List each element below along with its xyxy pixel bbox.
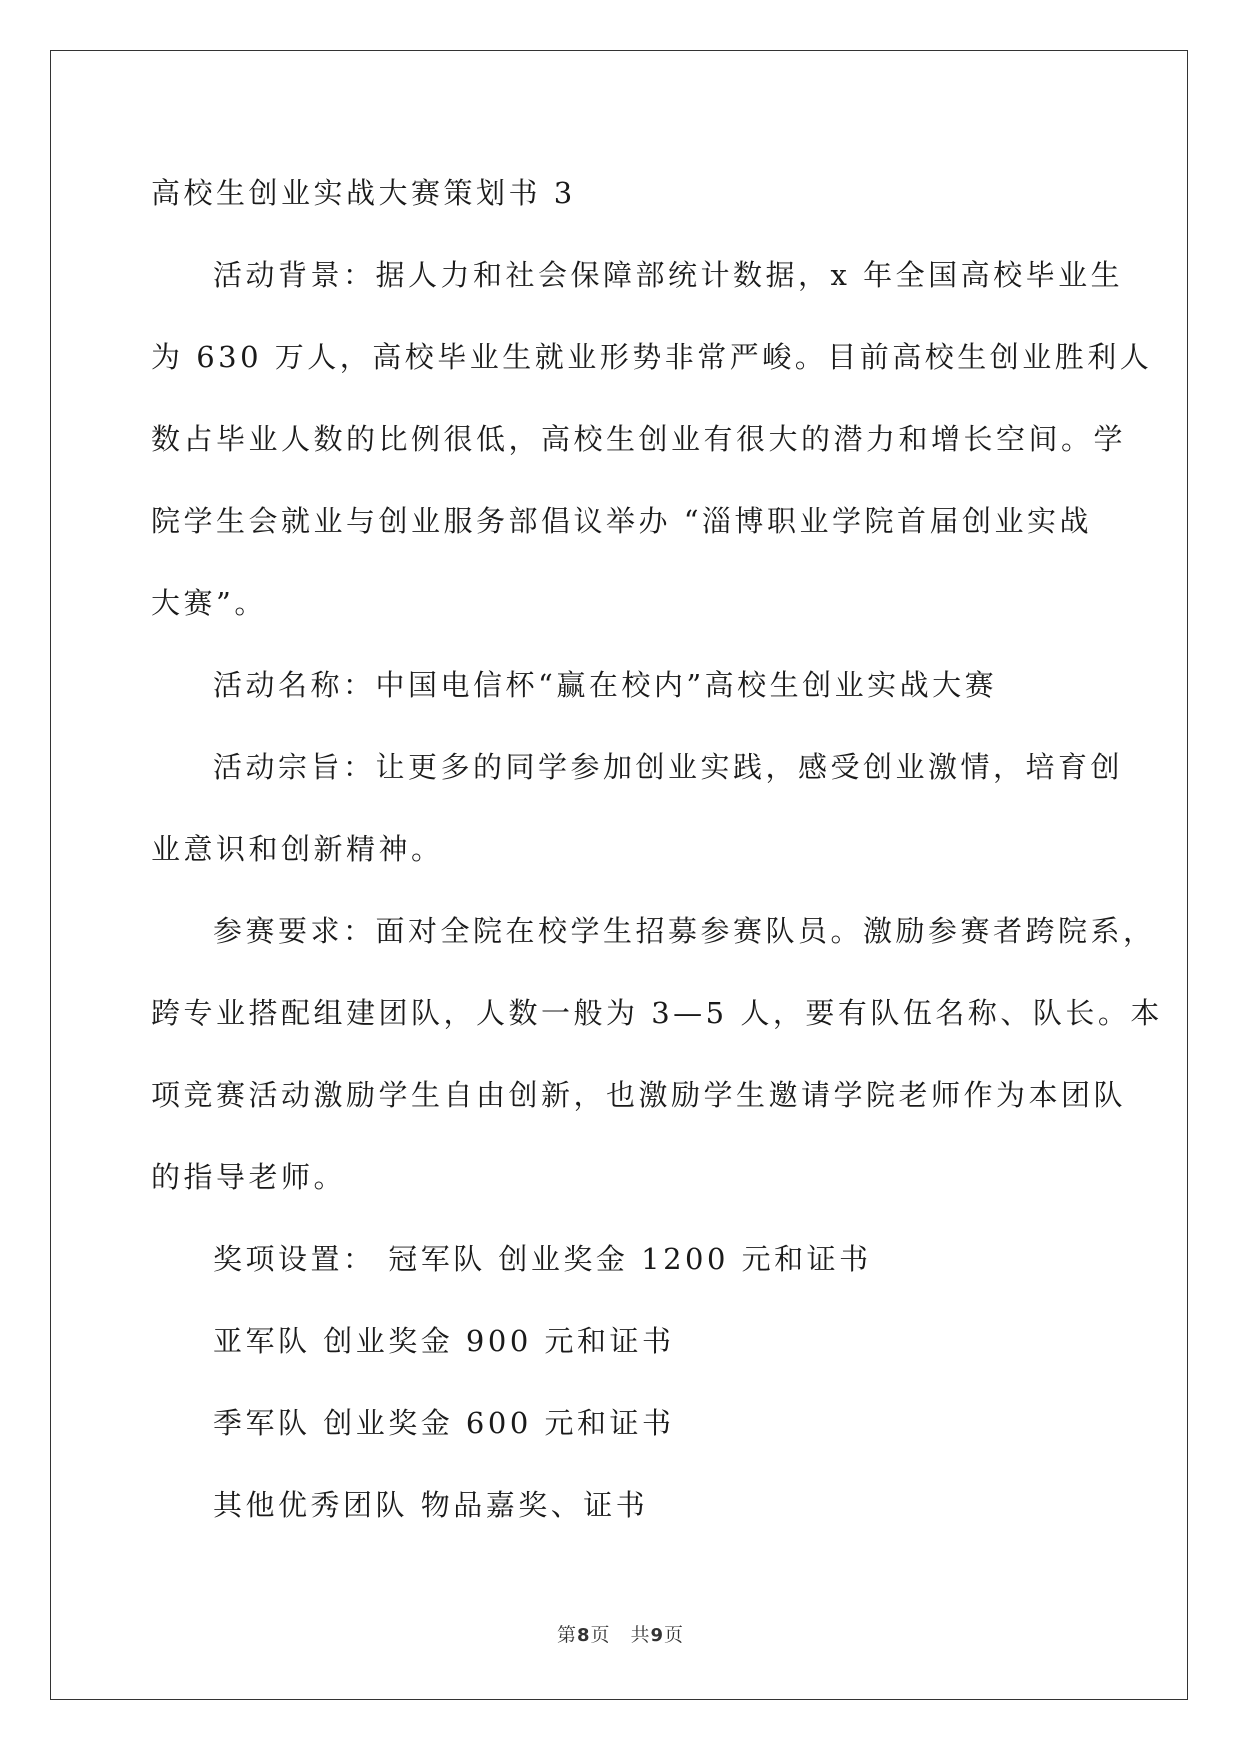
paragraph-awards-runner-up: 亚军队 创业奖金 900 元和证书 bbox=[213, 1324, 675, 1358]
page-unit: 页 bbox=[590, 1624, 611, 1646]
paragraph-requirements-line-2: 跨专业搭配组建团队，人数一般为 3—5 人，要有队伍名称、队长。本 bbox=[151, 996, 1163, 1030]
paragraph-requirements-line-3: 项竞赛活动激励学生自由创新，也激励学生邀请学院老师作为本团队 bbox=[151, 1078, 1127, 1112]
paragraph-activity-name: 活动名称：中国电信杯“赢在校内”高校生创业实战大赛 bbox=[213, 668, 998, 702]
total-unit: 页 bbox=[664, 1624, 685, 1646]
document-body bbox=[151, 170, 1163, 1546]
paragraph-background-line-3: 数占毕业人数的比例很低，高校生创业有很大的潜力和增长空间。学 bbox=[151, 422, 1127, 456]
paragraph-purpose-line-1: 活动宗旨：让更多的同学参加创业实践，感受创业激情，培育创 bbox=[213, 750, 1124, 784]
paragraph-awards-champion: 奖项设置： 冠军队 创业奖金 1200 元和证书 bbox=[213, 1242, 872, 1276]
page-current-number: 8 bbox=[576, 1625, 591, 1646]
document-title: 高校生创业实战大赛策划书 3 bbox=[151, 176, 576, 210]
paragraph-awards-third: 季军队 创业奖金 600 元和证书 bbox=[213, 1406, 675, 1440]
page-footer bbox=[0, 1620, 1241, 1647]
paragraph-awards-others: 其他优秀团队 物品嘉奖、证书 bbox=[213, 1488, 649, 1522]
page-prefix: 第 bbox=[556, 1624, 577, 1646]
page-total-number: 9 bbox=[650, 1625, 665, 1646]
paragraph-background-line-5: 大赛”。 bbox=[151, 586, 267, 620]
paragraph-background-line-1: 活动背景：据人力和社会保障部统计数据，x 年全国高校毕业生 bbox=[213, 258, 1124, 292]
paragraph-background-line-2: 为 630 万人，高校毕业生就业形势非常严峻。目前高校生创业胜利人 bbox=[151, 340, 1153, 374]
total-prefix: 共 bbox=[630, 1624, 651, 1646]
paragraph-background-line-4: 院学生会就业与创业服务部倡议举办 “淄博职业学院首届创业实战 bbox=[151, 504, 1093, 538]
paragraph-purpose-line-2: 业意识和创新精神。 bbox=[151, 832, 444, 866]
paragraph-requirements-line-1: 参赛要求：面对全院在校学生招募参赛队员。激励参赛者跨院系， bbox=[213, 914, 1156, 948]
paragraph-requirements-line-4: 的指导老师。 bbox=[151, 1160, 347, 1194]
